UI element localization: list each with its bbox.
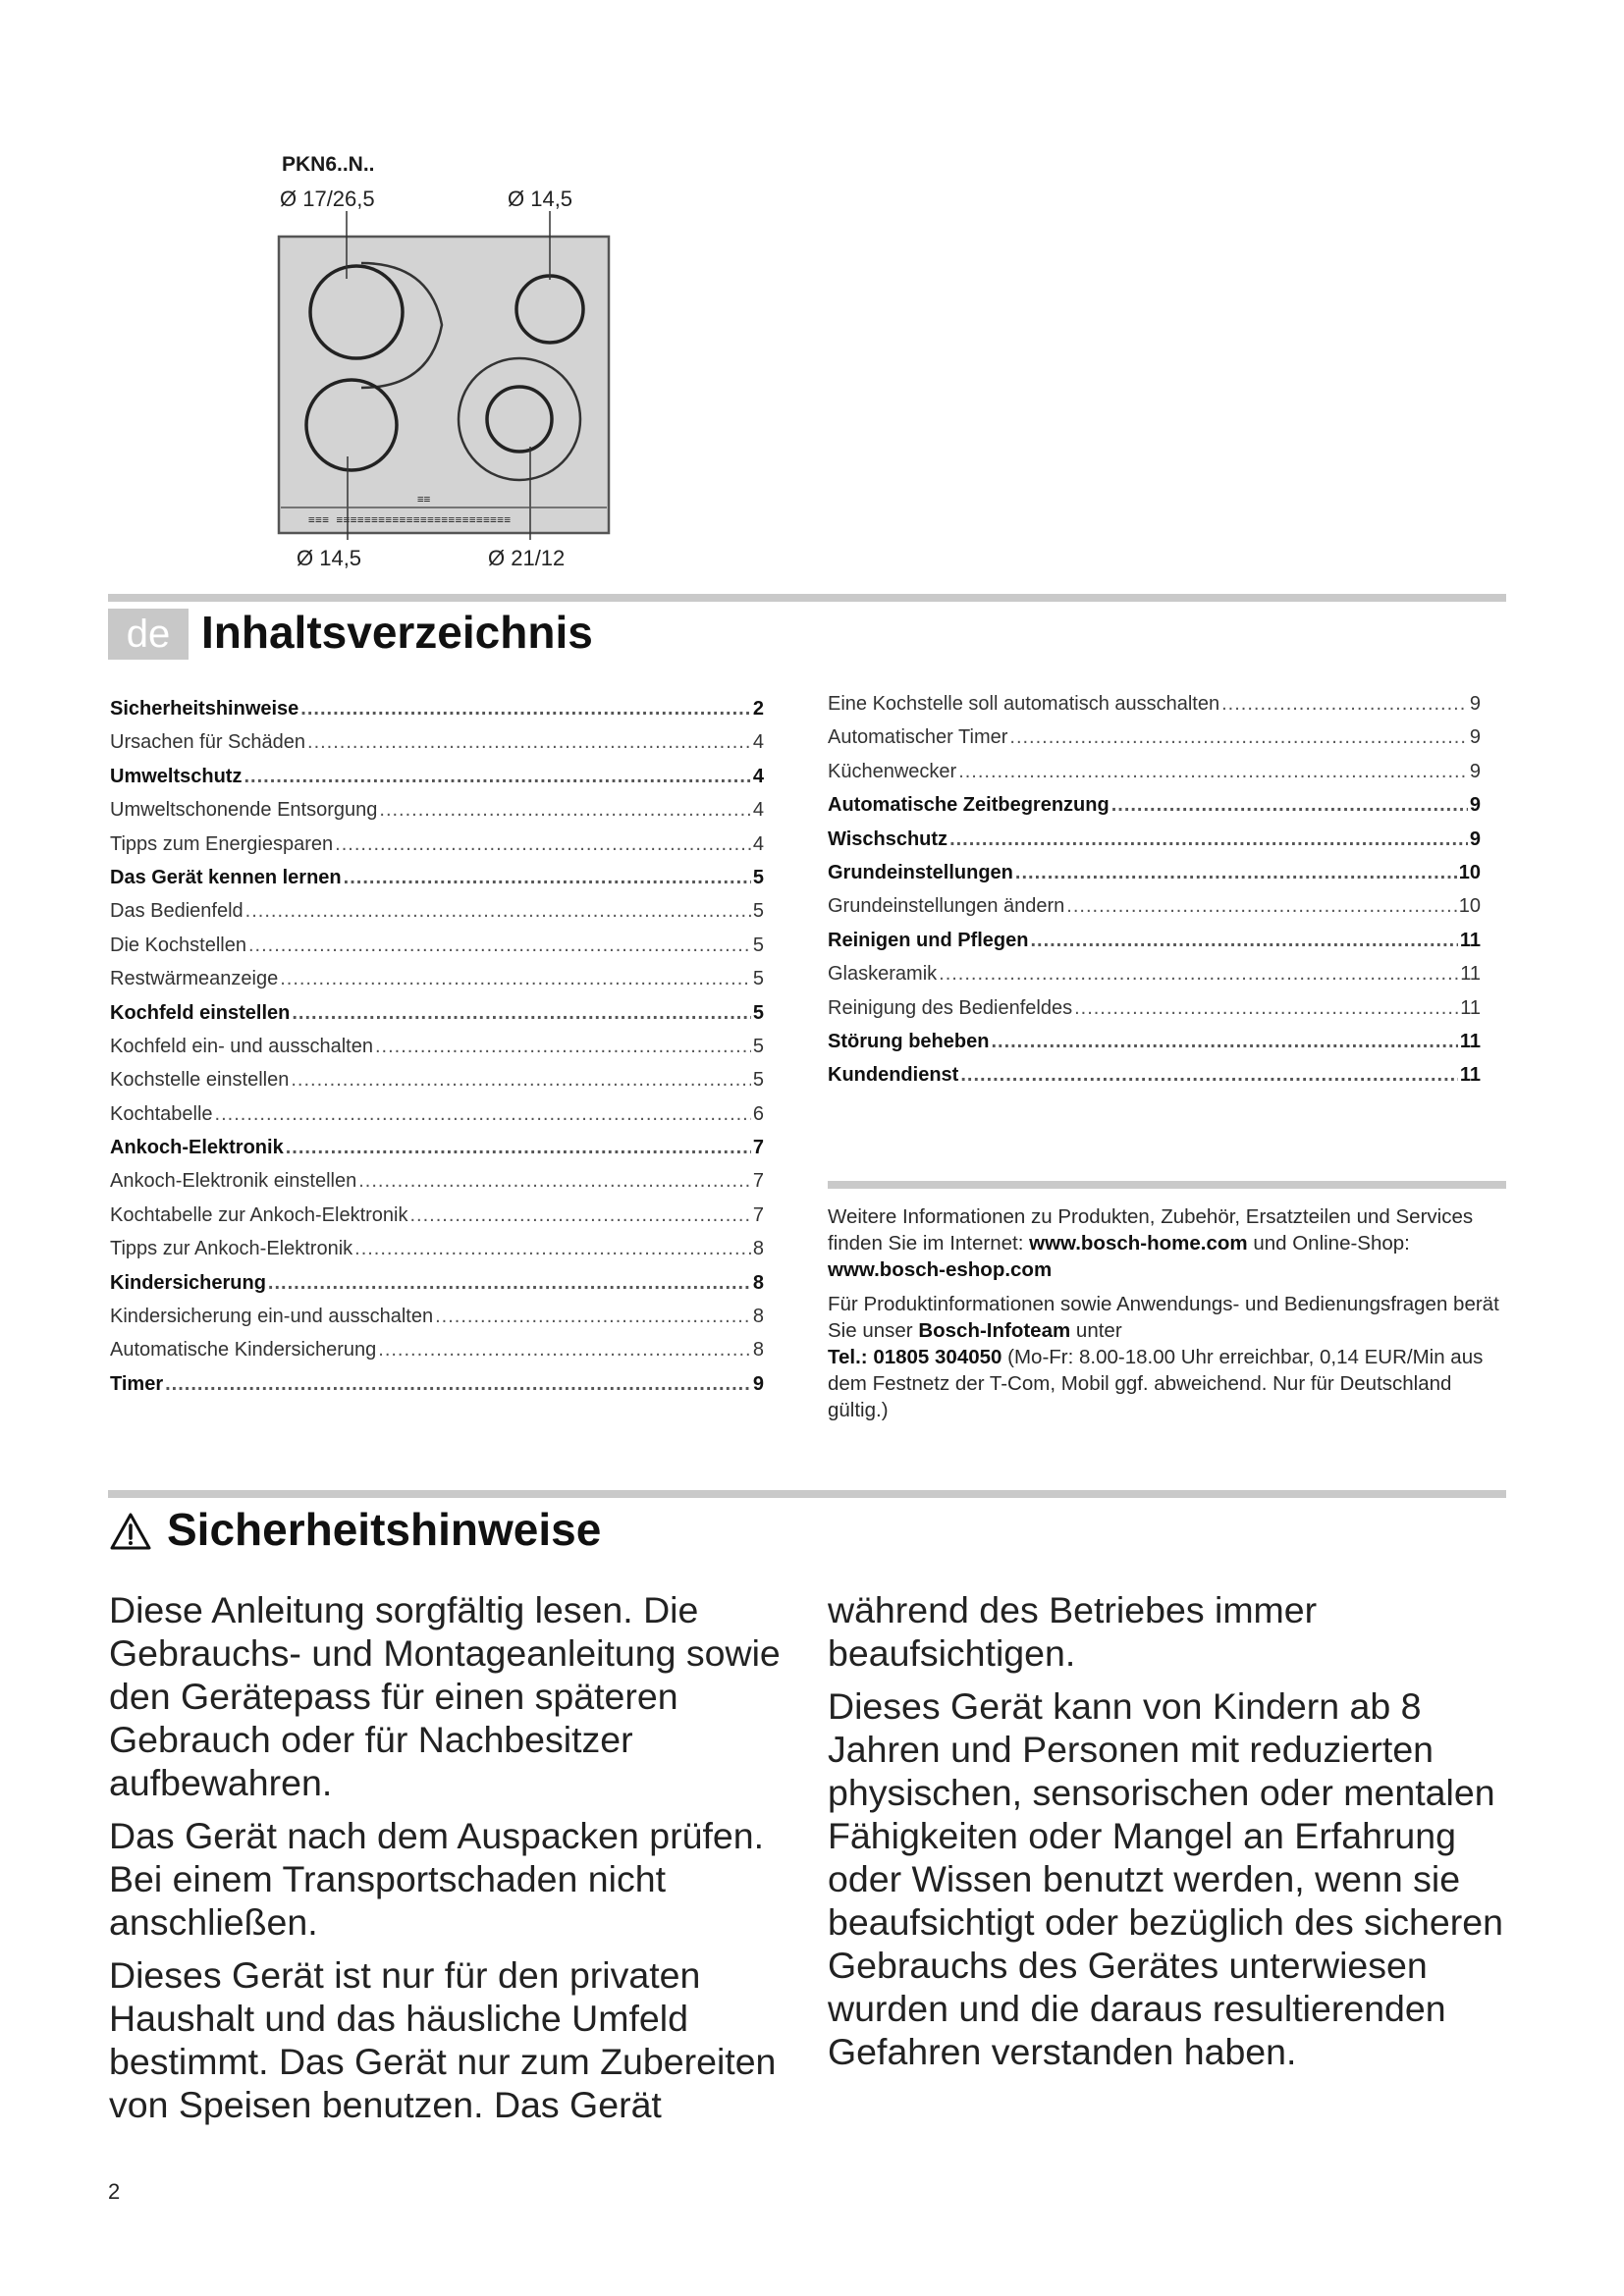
toc-entry-page: 9: [1469, 828, 1481, 850]
toc-entry-page: 11: [1459, 929, 1481, 951]
toc-entry-page: 7: [752, 1170, 764, 1193]
toc-entry[interactable]: [110, 1036, 764, 1069]
info-paragraph-web: [828, 1203, 1515, 1283]
safety-paragraph: während des Betriebes immer beaufsichtigen.: [828, 1589, 1318, 1674]
toc-entry[interactable]: [110, 1170, 764, 1203]
toc-entry-page: 11: [1459, 1064, 1481, 1087]
info-block: [828, 1203, 1515, 1431]
toc-entry-page: 2: [752, 698, 764, 720]
toc-entry-page: 5: [752, 968, 764, 990]
toc-entry-page: 9: [1469, 693, 1481, 715]
diameter-bottom-left: Ø 14,5: [297, 546, 362, 570]
toc-leader-dots: [1111, 794, 1468, 817]
toc-entry-title: Kochstelle einstellen: [110, 1069, 290, 1092]
toc-entry-title: Umweltschutz: [110, 765, 243, 787]
toc-leader-dots: [248, 934, 751, 957]
toc-entry-page: 10: [1458, 861, 1481, 883]
toc-entry-title: Ankoch-Elektronik: [110, 1137, 284, 1159]
toc-entry[interactable]: [110, 799, 764, 832]
toc-entry-title: Kundendienst: [828, 1064, 959, 1087]
toc-entry[interactable]: [110, 1373, 764, 1407]
diameter-bottom-right: Ø 21/12: [488, 546, 566, 570]
toc-entry[interactable]: [828, 693, 1481, 726]
toc-entry-title: Kochfeld ein- und ausschalten: [110, 1035, 373, 1057]
toc-leader-dots: [280, 968, 751, 990]
toc-entry-title: Tipps zum Energiesparen: [110, 832, 334, 855]
toc-entry-title: Eine Kochstelle soll automatisch ausschalten: [828, 693, 1220, 715]
section-divider: [108, 594, 1506, 602]
toc-entry-title: Ursachen für Schäden: [110, 731, 306, 754]
link-bosch-eshop[interactable]: www.bosch-eshop.com: [828, 1258, 1053, 1281]
toc-entry[interactable]: [110, 698, 764, 731]
toc-entry[interactable]: [110, 867, 764, 900]
toc-leader-dots: [960, 1064, 1458, 1087]
toc-entry-page: 5: [752, 1035, 764, 1057]
toc-leader-dots: [244, 766, 750, 788]
toc-entry-page: 6: [752, 1102, 764, 1125]
toc-entry-page: 5: [752, 934, 764, 956]
toc-entry-title: Sicherheitshinweise: [110, 698, 299, 720]
toc-entry-page: 11: [1459, 1030, 1481, 1052]
toc-leader-dots: [378, 1339, 751, 1362]
toc-entry-page: 5: [752, 1069, 764, 1092]
toc-entry[interactable]: [828, 862, 1481, 895]
toc-entry-page: 11: [1460, 963, 1481, 986]
svg-text:≡≡: ≡≡: [417, 493, 431, 506]
toc-entry-title: Automatische Zeitbegrenzung: [828, 794, 1110, 817]
toc-leader-dots: [268, 1272, 751, 1295]
toc-leader-dots: [1009, 726, 1467, 749]
safety-left-column: [109, 1588, 796, 2136]
toc-entry[interactable]: [828, 1064, 1481, 1097]
toc-entry[interactable]: [828, 794, 1481, 828]
toc-entry-title: Grundeinstellungen: [828, 861, 1013, 883]
toc-entry-title: Umweltschonende Entsorgung: [110, 799, 378, 822]
toc-entry-title: Küchenwecker: [828, 760, 957, 782]
toc-leader-dots: [1030, 930, 1457, 952]
toc-entry[interactable]: [828, 930, 1481, 963]
toc-leader-dots: [344, 867, 751, 889]
toc-leader-dots: [307, 731, 751, 754]
info-text: unter: [1070, 1319, 1122, 1342]
toc-leader-dots: [291, 1069, 751, 1092]
toc-entry[interactable]: [110, 766, 764, 799]
svg-text:≡≡≡ ≡≡≡≡≡≡≡≡≡≡≡≡≡≡≡≡≡≡≡≡≡≡≡≡≡: ≡≡≡ ≡≡≡≡≡≡≡≡≡≡≡≡≡≡≡≡≡≡≡≡≡≡≡≡≡: [308, 513, 512, 526]
toc-leader-dots: [435, 1306, 751, 1328]
toc-entry[interactable]: [110, 1306, 764, 1339]
toc-leader-dots: [375, 1036, 751, 1058]
toc-leader-dots: [286, 1137, 751, 1159]
info-text: Für Produktinformationen sowie Anwendungs- und Bedienungsfragen berät Sie unser: [828, 1293, 1499, 1342]
toc-leader-dots: [335, 833, 751, 856]
toc-entry-page: 4: [752, 832, 764, 855]
toc-entry[interactable]: [110, 1069, 764, 1102]
toc-entry-title: Glaskeramik: [828, 963, 938, 986]
toc-entry[interactable]: [110, 1204, 764, 1238]
toc-entry-page: 9: [752, 1372, 764, 1395]
toc-title: Inhaltsverzeichnis: [201, 607, 593, 658]
toc-entry-page: 10: [1458, 895, 1481, 918]
diameter-top-left: Ø 17/26,5: [280, 187, 375, 211]
toc-entry[interactable]: [828, 895, 1481, 929]
toc-entry-title: Tipps zur Ankoch-Elektronik: [110, 1238, 353, 1260]
toc-entry-title: Automatischer Timer: [828, 726, 1008, 749]
diagram-model-label: PKN6..N..: [282, 153, 375, 176]
page-number: 2: [108, 2179, 121, 2204]
infoteam-name: Bosch-Infoteam: [918, 1319, 1071, 1342]
toc-entry[interactable]: [110, 1137, 764, 1170]
toc-entry-page: 4: [752, 765, 764, 787]
toc-entry[interactable]: [110, 731, 764, 765]
toc-entry[interactable]: [828, 761, 1481, 794]
toc-entry[interactable]: [110, 1103, 764, 1137]
toc-entry-page: 5: [752, 900, 764, 923]
toc-entry-title: Ankoch-Elektronik einstellen: [110, 1170, 357, 1193]
toc-entry-page: 9: [1469, 726, 1481, 749]
toc-leader-dots: [939, 963, 1458, 986]
toc-entry[interactable]: [110, 1238, 764, 1271]
toc-leader-dots: [354, 1238, 751, 1260]
toc-leader-dots: [300, 698, 751, 721]
info-paragraph-hotline: [828, 1291, 1515, 1423]
toc-entry-title: Das Gerät kennen lernen: [110, 866, 342, 888]
toc-entry-title: Kochtabelle: [110, 1102, 213, 1125]
toc-entry-title: Kochtabelle zur Ankoch-Elektronik: [110, 1203, 408, 1226]
toc-entry-title: Grundeinstellungen ändern: [828, 895, 1065, 918]
toc-entry-page: 4: [752, 799, 764, 822]
safety-paragraph: Dieses Gerät ist nur für den privaten Haushalt und das häusliche Umfeld bestimmt. Das Gerät nur zum Zubereiten von Speisen benutzen. Das Gerät: [109, 1954, 777, 2125]
toc-leader-dots: [1015, 862, 1457, 884]
toc-entry-page: 9: [1469, 760, 1481, 782]
toc-leader-dots: [1221, 693, 1468, 716]
toc-leader-dots: [358, 1170, 751, 1193]
toc-entry-page: 8: [752, 1238, 764, 1260]
toc-entry-title: Das Bedienfeld: [110, 900, 244, 923]
hotline-phone: Tel.: 01805 304050: [828, 1346, 1002, 1368]
language-badge: de: [108, 609, 189, 660]
toc-entry-page: 9: [1469, 794, 1481, 817]
toc-entry[interactable]: [110, 900, 764, 934]
toc-entry-title: Störung beheben: [828, 1030, 990, 1052]
toc-entry-title: Timer: [110, 1372, 164, 1395]
toc-entry[interactable]: [828, 828, 1481, 862]
toc-leader-dots: [215, 1103, 751, 1126]
toc-entry-page: 8: [752, 1339, 764, 1362]
toc-entry[interactable]: [110, 968, 764, 1001]
toc-entry-page: 5: [752, 866, 764, 888]
toc-leader-dots: [410, 1204, 751, 1227]
toc-entry-page: 11: [1460, 996, 1481, 1019]
toc-right-column: [828, 693, 1481, 1098]
toc-entry-title: Kindersicherung ein-und ausschalten: [110, 1306, 434, 1328]
toc-leader-dots: [1074, 997, 1458, 1020]
toc-entry-page: 4: [752, 731, 764, 754]
toc-entry[interactable]: [828, 1031, 1481, 1064]
hob-diagram: [275, 211, 619, 540]
toc-leader-dots: [165, 1373, 751, 1396]
toc-entry-page: 5: [752, 1001, 764, 1024]
safety-right-column: [828, 1588, 1515, 2083]
toc-leader-dots: [1066, 895, 1456, 918]
toc-entry[interactable]: [828, 997, 1481, 1031]
toc-entry[interactable]: [110, 1002, 764, 1036]
toc-entry-title: Wischschutz: [828, 828, 948, 850]
toc-entry[interactable]: [828, 963, 1481, 996]
toc-entry-title: Restwärmeanzeige: [110, 968, 279, 990]
warning-triangle-icon: [109, 1512, 152, 1551]
toc-entry-page: 8: [752, 1271, 764, 1294]
info-divider: [828, 1181, 1506, 1189]
toc-entry-page: 7: [752, 1203, 764, 1226]
link-bosch-home[interactable]: www.bosch-home.com: [1029, 1232, 1248, 1255]
toc-entry-title: Reinigung des Bedienfeldes: [828, 996, 1073, 1019]
toc-entry[interactable]: [828, 726, 1481, 760]
toc-left-column: [110, 698, 764, 1407]
toc-entry[interactable]: [110, 1272, 764, 1306]
diameter-top-right: Ø 14,5: [508, 187, 573, 211]
safety-divider: [108, 1490, 1506, 1498]
safety-paragraph: Diese Anleitung sorgfältig lesen. Die Gebrauchs- und Montageanleitung sowie den Gerätepass für einen späteren Gebrauch oder für Nachbesitzer aufbewahren.: [109, 1589, 781, 1803]
toc-leader-dots: [958, 761, 1468, 783]
toc-entry-title: Kochfeld einstellen: [110, 1001, 291, 1024]
safety-title: Sicherheitshinweise: [167, 1504, 602, 1555]
toc-entry-title: Automatische Kindersicherung: [110, 1339, 377, 1362]
toc-entry[interactable]: [110, 1339, 764, 1372]
toc-entry-title: Die Kochstellen: [110, 934, 246, 956]
safety-paragraph: Dieses Gerät kann von Kindern ab 8 Jahren und Personen mit reduzierten physischen, sensorischen oder mentalen Fähigkeiten oder Mangel an Erfahrung oder Wissen benutzt werden, wenn sie beaufsichtigt oder bezüglich des sicheren Gebrauchs des Gerätes unterwiesen wurden und die daraus resultierenden Gefahren verstanden haben.: [828, 1685, 1503, 2072]
toc-entry-page: 8: [752, 1306, 764, 1328]
toc-entry[interactable]: [110, 934, 764, 968]
toc-leader-dots: [292, 1002, 751, 1025]
safety-paragraph: Das Gerät nach dem Auspacken prüfen. Bei einem Transportschaden nicht anschließen.: [109, 1815, 765, 1943]
toc-leader-dots: [379, 799, 750, 822]
toc-entry-title: Reinigen und Pflegen: [828, 929, 1029, 951]
info-text: und Online-Shop:: [1247, 1232, 1410, 1255]
toc-leader-dots: [949, 828, 1468, 851]
info-text: (Mo-Fr: 8.00-18.00 Uhr erreichbar, 0,14 EUR/Min aus dem Festnetz der T-Com, Mobil ggf. abweichend. Nur für Deutschland gültig.): [828, 1346, 1484, 1421]
toc-leader-dots: [991, 1031, 1457, 1053]
toc-leader-dots: [245, 900, 751, 923]
toc-entry-page: 7: [752, 1137, 764, 1159]
toc-entry-title: Kindersicherung: [110, 1271, 266, 1294]
toc-entry[interactable]: [110, 833, 764, 867]
info-text: Weitere Informationen zu Produkten, Zubehör, Ersatzteilen und Services finden Sie im Internet:: [828, 1205, 1474, 1255]
